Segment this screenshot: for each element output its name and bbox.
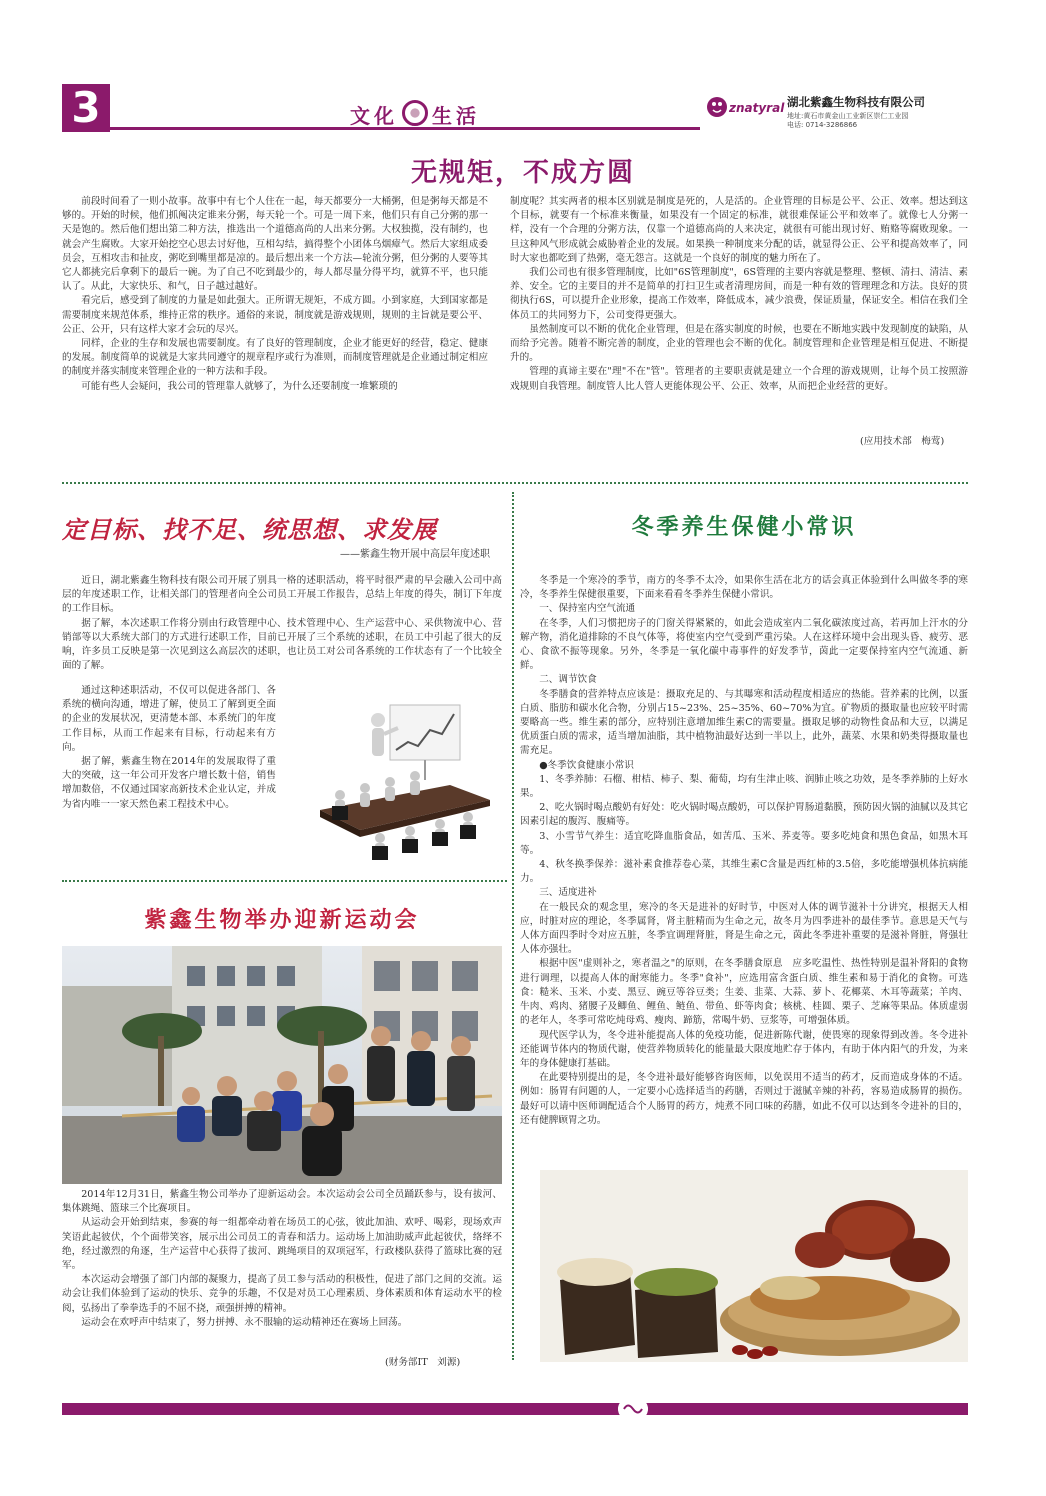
article3-author: (财务部IT 刘源) [385, 1357, 461, 1368]
paragraph: 本次运动会增强了部门内部的凝聚力，提高了员工参与活动的积极性，促进了部门之间的交流。运动会让我们体验到了运动的快乐、竞争的乐趣，不仅是对员工心理素质、身体素质和体育运动水平的检阅，弘扬出了拳拳选手的不屈不挠，顽强拼搏的精神。 [62, 1274, 502, 1314]
paragraph: 根据中医"虚则补之，寒者温之"的原则，在冬季膳食原息 应多吃温性、热性特别是温补肾阳的食物进行调理，以提高人体的耐寒能力。冬季"食补"，应选用富含蛋白质、维生素和易于消化的食物。可选食：糙米、玉米、小麦、黑豆、豌豆等谷豆类；生姜、韭菜、大蒜、萝卜、花椰菜、木耳等蔬菜；羊肉、牛肉、鸡肉、猪腰子及鲫鱼、鲤鱼、鲢鱼、带鱼、虾等肉食；核桃、桂圆、栗子、芝麻等果品。体质虚弱的老年人，冬季可常吃炖母鸡、瘦肉、蹄筋，常喝牛奶、豆浆等，可增强体质。 [520, 958, 968, 1027]
paragraph: 前段时间看了一则小故事。故事中有七个人住在一起，每天都要分一大桶粥，但是粥每天都是不够的。开始的时候，他们抓阄决定谁来分粥，每天轮一个。可是一周下来，他们只有自己分粥的那一天是饱的。然后他们想出第二种方法，推选出一个道德高尚的人出来分粥。大权独揽，没有制约，也就会产生腐败。大家开始挖空心思去讨好他，互相勾结，搞得整个小团体乌烟瘴气。然后大家组成委员会，互相攻击和扯皮，粥吃到嘴里都是凉的。最后想出来一个方法—轮流分粥，但分粥的人要等其它人都挑完后拿剩下的最后一碗。为了自己不吃到最少的，每人都尽量分得平均，就算不平，也只能认了。从此，大家快乐、和气，日子越过越好。 [62, 196, 488, 293]
paragraph: 冬季膳食的营养特点应该是：摄取充足的、与其曝寒和活动程度相适应的热能。营养素的比例，以蛋白质、脂肪和碳水化合物，分别占15~23%、25~35%、60~70%为宜。矿物质的摄取量也应较平时需要略高一些。维生素的部分，应特别注意增加维生素C的需要量。摄取足够的动物性食品和大豆，以满足优质蛋白质的需求，适当增加油脂，其中植物油最好达到一半以上，此外，蔬菜、水果和奶类得摄取量也需充足。 [520, 688, 968, 757]
paragraph: 可能有些人会疑问，我公司的管理靠人就够了，为什么还要制度一堆繁琐的 [81, 380, 398, 392]
paragraph: 运动会在欢呼声中结束了，努力拼搏、永不服输的运动精神还在赛场上回荡。 [81, 1316, 408, 1328]
paragraph: 4、秋冬换季保养：滋补素食推荐卷心菜，其维生素C含量是西红柿的3.5倍，多吃能增强机体抗病能力。 [520, 859, 968, 885]
company-logo [705, 92, 785, 122]
section-title [350, 100, 510, 129]
paragraph: 据了解，紫鑫生物在2014年的发展取得了重大的突破，这一年公司开发客户增长数十倍，销售增加数倍，不仅通过国家高新技术企业认定，并成为省内唯一一家天然色素工程技术中心。 [62, 756, 276, 810]
article2-body-narrow [62, 684, 276, 812]
divider-horizontal [62, 482, 968, 484]
tug-of-war-photo [62, 946, 502, 1184]
paragraph: 据了解，本次述职工作将分别由行政管理中心、技术管理中心、生产运营中心、采供物流中心、营销部等以大系统大部门的方式进行述职工作，目前已开展了三个系统的述职，在员工中引起了很大的反响，许多员工反映是第一次见到这么高层次的述职，也让员工对公司各系统的工作状态有了一个比较全面的了解。 [62, 617, 502, 672]
paragraph: 在一般民众的观念里，寒冷的冬天是进补的好时节，中医对人体的调节滋补十分讲究，根据天人相应，时脏对应的理论，冬季属肾，肾主脏精而为生命之元，故冬月为四季进补的最佳季节。意思是天气与人体方面四季时令对应五脏，冬季宜调理肾脏，肾是生命之元，茵此冬季进补重要的是滋补肾脏，肾强壮人体亦强壮。 [520, 901, 968, 956]
section-title-right: 生活 [432, 104, 480, 128]
paragraph: 3、小雪节气养生：适宜吃降血脂食品，如苦瓜、玉米、荞麦等。要多吃炖食和黑色食品，如黑木耳等。 [520, 830, 968, 856]
paragraph: 虽然制度可以不断的优化企业管理，但是在落实制度的时候，也要在不断地实践中发现制度的缺陷，从而给予完善。随着不断完善的制度，企业的管理也会不断的优化。制度管理和企业管理是相互促进、不断提升的。 [510, 323, 968, 364]
herbs-illustration [540, 1170, 968, 1362]
paragraph: 一、保持室内空气流通 [539, 603, 636, 615]
article2-subtitle: ——紫鑫生物开展中高层年度述职 [340, 549, 490, 560]
meeting-illustration [280, 690, 502, 865]
paragraph: 制度呢？其实两者的根本区别就是制度是死的，人是活的。企业管理的目标是公平、公正、效率。想达到这个目标，就要有一个标准来衡量，如果没有一个固定的标准，就很难保证公平和效率了。就像七人分粥一样，没有一个合理的分粥方法，仅靠一个道德高尚的人来决定，就很有可能出现讨好、贿赂等腐败现象。一旦这种风气形成就会威胁着企业的发展。如果换一种制度来分配的话，就显得公正、公平和提高效率了，同时大家也都吃到了热粥，毫无怨言。这就是一个良好的制度的魅力所在了。 [510, 196, 968, 264]
article1-column-1 [62, 195, 488, 394]
paragraph: 三、适度进补 [539, 887, 597, 899]
paragraph: 看完后，感受到了制度的力量是如此强大。正所谓无规矩，不成方圆。小到家庭，大到国家都是需要制度来规范体系，维持正常的秩序。通俗的来说，制度就是游戏规则，规则的主旨就是要公平、公正、公开，只有这样大家才会玩的尽兴。 [62, 295, 488, 335]
paragraph: 冬季是一个寒冷的季节，南方的冬季不太冷，如果你生活在北方的话会真正体验到什么叫做冬季的寒冷，冬季养生保健很重要，下面来看看冬季养生保健小常识。 [520, 575, 968, 601]
company-logo-text: znatyral [729, 101, 785, 115]
paragraph: ●冬季饮食健康小常识 [539, 759, 634, 771]
paragraph: 在此要特别提出的是，冬令进补最好能够咨询医师，以免误用不适当的药才，反而造成身体的不适。例如：肠胃有问题的人，一定要小心选择适当的药膳，否则过于滋腻辛辣的补药，容易造成肠胃的损伤。最好可以请中医师调配适合个人肠胃的药方，炖煮不同口味的药膳，如此不仅可以达到冬令进补的目的，还有健脾顾胃之功。 [520, 1072, 968, 1126]
article3-body [62, 1188, 502, 1330]
paragraph: 管理的真谛主要在"理"不在"管"。管理者的主要职责就是建立一个合理的游戏规则，让每个员工按照游戏规则自我管理。制度管人比人管人更能体现公平、公正、效率，从而把企业经营的更好。 [510, 366, 968, 392]
divider-vertical [512, 492, 514, 1360]
paragraph: 通过这种述职活动，不仅可以促进各部门、各系统的横向沟通，增进了解，使员工了解到更全面的企业的发展状况，更清楚本部、本系统门的年度工作目标，从而工作起来有目标，行动起来有方向。 [62, 685, 276, 753]
paragraph: 从运动会开始到结束，参赛的每一组都牵动着在场员工的心弦，彼此加油、欢呼、喝彩，现场欢声笑语此起彼伏，个个面带笑容，展示出公司员工的青春和活力。运动场上加油助威声此起彼伏，络绎不绝，经过激烈的角逐，生产运营中心获得了拔河、跳绳项目的双项冠军，行政楼队获得了篮球比赛的冠军。 [62, 1217, 502, 1272]
section-title-left: 文化 [350, 104, 398, 128]
article1-title: 无规矩，不成方圆 [410, 158, 635, 188]
company-name: 湖北紫鑫生物科技有限公司 [787, 95, 925, 109]
article3-title: 紫鑫生物举办迎新运动会 [144, 908, 420, 933]
article4-title: 冬季养生保健小常识 [631, 515, 857, 540]
paragraph: 我们公司也有很多管理制度，比如"6S管理制度"，6S管理的主要内容就是整理、整顿、清扫、清洁、素养、安全。它的主要目的并不是简单的打扫卫生或者清理房间，而是一种有效的管理理念和方法。良好的贯彻执行6S，可以提升企业形象，提高工作效率，降低成本，减少浪费，保证质量，保证安全。相信在我们全体员工的共同努力下，公司变得更强大。 [510, 267, 968, 321]
article4-body [520, 574, 968, 1128]
paragraph: 同样，企业的生存和发展也需要制度。有了良好的管理制度，企业才能更好的经营，稳定、健康的发展。制度简单的说就是大家共同遵守的规章程序或行为准则，而制度管理就是企业通过制定相应的制度并落实制度来管理企业的一种方法和手段。 [62, 338, 488, 378]
article1-column-2 [510, 195, 968, 394]
divider-horizontal [62, 880, 507, 882]
article2-title: 定目标、找不足、统思想、求发展 [62, 516, 437, 544]
page-number: 3 [62, 84, 110, 132]
paragraph: 二、调节饮食 [539, 674, 597, 686]
footer-ornament-icon [618, 1398, 648, 1420]
paragraph: 近日，湖北紫鑫生物科技有限公司开展了别具一格的述职活动，将平时很严肃的早会融入公司中高层的年度述职工作，让相关部门的管理者向全公司员工开展工作报告，总结上年度的得失，制订下年度的工作目标。 [62, 575, 502, 615]
footer-bar [62, 1403, 968, 1415]
company-tel: 电话: 0714-3286866 [787, 121, 858, 129]
article1-author: (应用技术部 梅莺) [860, 436, 945, 447]
paragraph: 2、吃火锅时喝点酸奶有好处：吃火锅时喝点酸奶，可以保护胃肠道黏膜，预防因火锅的油腻以及其它因素引起的腹泻、腹痛等。 [520, 802, 968, 828]
ornament-icon [402, 100, 428, 126]
paragraph: 1、冬季养肺：石榴、柑桔、柿子、梨、葡萄，均有生津止咳、润肺止咳之功效，是冬季养肺的上好水果。 [520, 773, 968, 800]
paragraph: 在冬季，人们习惯把房子的门窗关得紧紧的，如此会造成室内二氧化碳浓度过高，若再加上汗水的分解产物，消化道排除的不良气体等，将使室内空气受到严重污染。人在这样环境中会出现头昏、疲劳、恶心、食欲不振等现象。另外，冬季是一氧化碳中毒事件的好发季节，茵此一定要保持室内空气流通、新鲜。 [520, 617, 968, 672]
article2-body [62, 574, 502, 673]
paragraph: 现代医学认为，冬令进补能提高人体的免疫功能，促进新陈代谢，使畏寒的现象得到改善。冬令进补还能调节体内的物质代谢，使营养物质转化的能量最大限度地贮存于体内，有助于体内阳气的升发，为来年的身体健康打基础。 [520, 1029, 968, 1069]
paragraph: 2014年12月31日，紫鑫生物公司举办了迎新运动会。本次运动会公司全员踊跃参与，设有拔河、集体跳绳、篮球三个比赛项目。 [62, 1189, 502, 1215]
company-address: 地址:黄石市黄金山工业新区崇仁工业园 [787, 112, 909, 120]
